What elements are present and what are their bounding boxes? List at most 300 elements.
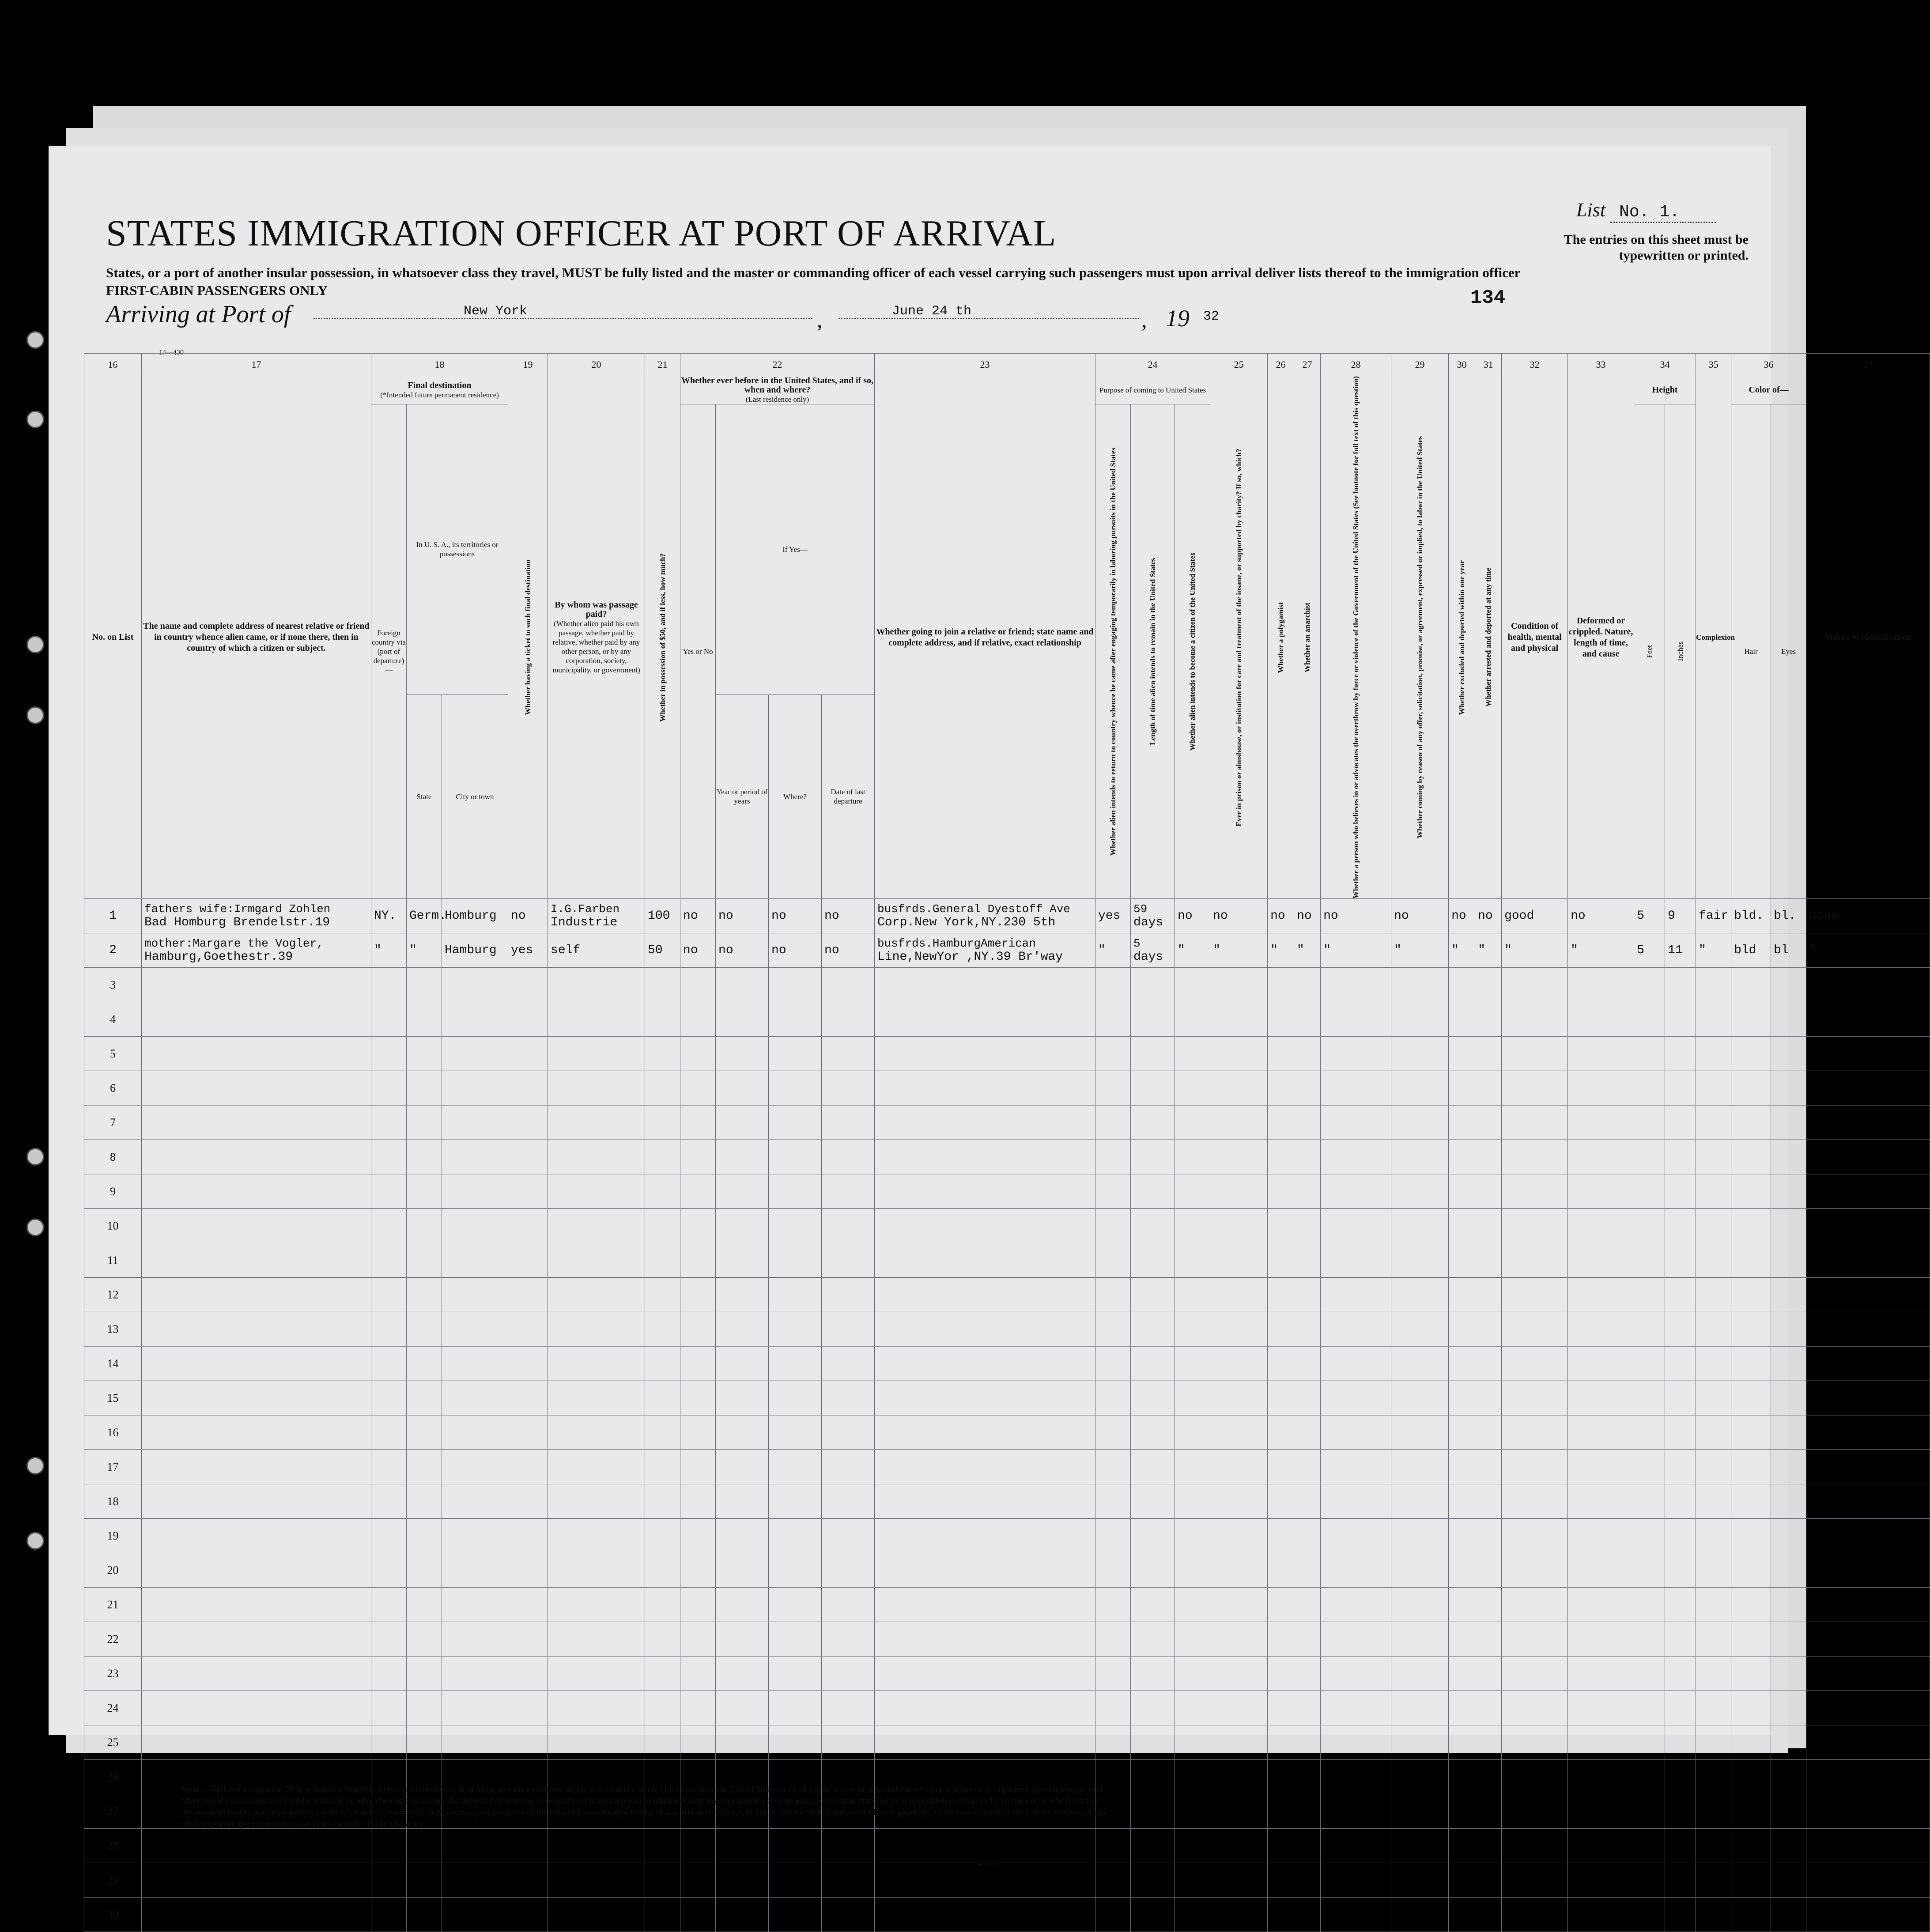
empty-cell <box>1210 1898 1268 1932</box>
empty-cell <box>548 1037 645 1071</box>
empty-cell <box>142 1174 371 1209</box>
empty-cell <box>508 1209 548 1243</box>
empty-cell <box>1268 1863 1294 1898</box>
empty-cell <box>1502 1863 1568 1898</box>
empty-cell <box>1391 1553 1449 1588</box>
empty-cell <box>1475 1725 1502 1760</box>
empty-cell <box>1294 1622 1321 1657</box>
empty-cell <box>407 1243 442 1278</box>
empty-cell <box>822 1140 875 1174</box>
empty-cell <box>822 1312 875 1347</box>
empty-cell <box>1731 1863 1771 1898</box>
header-citizen <box>1175 404 1210 899</box>
empty-cell <box>548 1829 645 1863</box>
empty-cell <box>508 1278 548 1312</box>
empty-cell <box>442 1381 508 1415</box>
header-marks: Marks of identification <box>1806 376 1930 899</box>
empty-cell <box>442 1863 508 1898</box>
empty-cell <box>1210 1484 1268 1519</box>
empty-cell <box>716 1140 769 1174</box>
empty-cell <box>1321 1071 1391 1106</box>
empty-cell <box>142 1071 371 1106</box>
empty-cell <box>1131 1209 1175 1243</box>
empty-cell <box>1131 1002 1175 1037</box>
empty-cell <box>1391 1002 1449 1037</box>
excluded-label: Whether excluded and deported within one year <box>1458 560 1466 715</box>
empty-cell <box>1321 1691 1391 1725</box>
empty-cell <box>875 1553 1095 1588</box>
empty-cell <box>645 1829 680 1863</box>
empty-cell <box>1210 1381 1268 1415</box>
empty-cell <box>875 1381 1095 1415</box>
empty-cell <box>548 1209 645 1243</box>
empty-cell <box>1502 1898 1568 1932</box>
empty-cell <box>680 1347 716 1381</box>
empty-cell <box>1731 1829 1771 1863</box>
cell-prison: no <box>1210 899 1268 933</box>
empty-cell <box>1568 1140 1634 1174</box>
empty-cell <box>822 1450 875 1484</box>
empty-cell <box>1321 1209 1391 1243</box>
empty-cell <box>1321 1725 1391 1760</box>
cell-join-value: Line,NewYor ,NY.39 Br'way <box>877 950 1063 964</box>
empty-cell <box>508 1657 548 1691</box>
col-num: 18 <box>371 354 508 376</box>
empty-cell <box>548 1106 645 1140</box>
empty-cell <box>371 1037 407 1071</box>
empty-cell <box>371 1312 407 1347</box>
empty-cell <box>1210 1725 1268 1760</box>
empty-cell <box>1696 1312 1731 1347</box>
empty-cell <box>1131 1071 1175 1106</box>
empty-cell <box>680 1898 716 1932</box>
empty-cell <box>1502 1381 1568 1415</box>
empty-cell <box>1294 1450 1321 1484</box>
empty-cell <box>1665 1760 1696 1794</box>
empty-cell <box>1634 1037 1665 1071</box>
empty-cell <box>442 1588 508 1622</box>
header-year-period: Year or period of years <box>716 694 769 899</box>
empty-cell <box>1806 1243 1930 1278</box>
empty-cell <box>822 1278 875 1312</box>
binding-hole <box>26 1532 44 1550</box>
empty-cell <box>508 1347 548 1381</box>
empty-cell <box>875 1657 1095 1691</box>
empty-cell <box>769 1829 822 1863</box>
empty-cell <box>1771 1863 1806 1898</box>
empty-cell <box>407 1312 442 1347</box>
empty-cell <box>716 1829 769 1863</box>
manifest-sheet <box>49 146 1911 1921</box>
empty-cell <box>716 1588 769 1622</box>
empty-cell <box>1634 1622 1665 1657</box>
empty-cell <box>142 1209 371 1243</box>
empty-cell <box>548 1657 645 1691</box>
empty-cell <box>142 1381 371 1415</box>
cell-hair: bld <box>1731 933 1771 968</box>
empty-cell <box>508 1829 548 1863</box>
empty-cell <box>1268 1415 1294 1450</box>
empty-cell <box>1175 1794 1210 1829</box>
empty-cell <box>407 1484 442 1519</box>
empty-cell <box>1095 1209 1131 1243</box>
empty-cell <box>1568 1863 1634 1898</box>
header-health: Condition of health, mental and physical <box>1502 376 1568 899</box>
empty-cell <box>645 1553 680 1588</box>
empty-cell <box>1475 1209 1502 1243</box>
empty-cell <box>407 1829 442 1863</box>
empty-cell <box>1268 1519 1294 1553</box>
empty-cell <box>1268 1450 1294 1484</box>
empty-cell <box>1696 1381 1731 1415</box>
cell-c17-top: fathers wife:Irmgard Zohlen <box>144 902 331 916</box>
empty-cell <box>1321 1519 1391 1553</box>
empty-cell <box>645 1415 680 1450</box>
empty-cell <box>680 1037 716 1071</box>
empty-cell <box>1449 1347 1475 1381</box>
row-number: 6 <box>84 1071 142 1106</box>
empty-cell <box>1449 1725 1475 1760</box>
empty-cell <box>1268 1622 1294 1657</box>
empty-cell <box>142 968 371 1002</box>
empty-cell <box>680 1209 716 1243</box>
empty-cell <box>1294 1243 1321 1278</box>
empty-cell <box>1321 1278 1391 1312</box>
header-yes-no: Yes or No <box>680 404 716 899</box>
empty-cell <box>1502 1588 1568 1622</box>
cell-offer: " <box>1391 933 1449 968</box>
empty-cell <box>680 1725 716 1760</box>
cell-health: " <box>1502 933 1568 968</box>
empty-cell <box>875 1243 1095 1278</box>
entries-note: The entries on this sheet must be typewritten or printed. <box>1564 232 1749 263</box>
empty-cell <box>1665 1484 1696 1519</box>
empty-cell <box>1449 1312 1475 1347</box>
empty-cell <box>1771 1037 1806 1071</box>
empty-cell <box>1665 1140 1696 1174</box>
empty-cell <box>1696 1657 1731 1691</box>
empty-cell <box>1321 1484 1391 1519</box>
empty-cell <box>1175 1312 1210 1347</box>
col-num: 27 <box>1294 354 1321 376</box>
empty-cell <box>1321 968 1391 1002</box>
empty-cell <box>1321 1829 1391 1863</box>
row-number: 2 <box>84 933 142 968</box>
list-label: List <box>1576 199 1606 221</box>
cell-length <box>1131 933 1175 968</box>
empty-cell <box>1131 1312 1175 1347</box>
empty-cell <box>1475 1794 1502 1829</box>
empty-cell <box>1568 1553 1634 1588</box>
cell-paid-value: self <box>551 943 581 958</box>
empty-cell <box>442 1140 508 1174</box>
empty-cell <box>1294 1347 1321 1381</box>
empty-cell <box>1731 1106 1771 1140</box>
empty-cell <box>645 1071 680 1106</box>
empty-cell <box>645 1484 680 1519</box>
empty-cell <box>1665 1174 1696 1209</box>
empty-cell <box>1449 1829 1475 1863</box>
empty-cell <box>1771 1209 1806 1243</box>
empty-cell <box>769 1106 822 1140</box>
empty-cell <box>407 1898 442 1932</box>
empty-cell <box>1321 1794 1391 1829</box>
empty-cell <box>1321 1622 1391 1657</box>
header-excluded <box>1449 376 1475 899</box>
separator: , <box>1141 307 1147 332</box>
empty-cell <box>548 1450 645 1484</box>
empty-cell <box>1502 1278 1568 1312</box>
empty-cell <box>1475 1243 1502 1278</box>
empty-cell <box>822 1553 875 1588</box>
empty-cell <box>1131 1140 1175 1174</box>
empty-cell <box>1268 1484 1294 1519</box>
empty-cell <box>142 1278 371 1312</box>
empty-cell <box>1568 1725 1634 1760</box>
empty-cell <box>716 1312 769 1347</box>
empty-cell <box>1696 1002 1731 1037</box>
empty-cell <box>1175 1347 1210 1381</box>
empty-cell <box>142 1725 371 1760</box>
empty-cell <box>875 1312 1095 1347</box>
manifest-rows <box>84 899 1930 1932</box>
empty-cell <box>1696 1209 1731 1243</box>
empty-cell <box>1095 1174 1131 1209</box>
empty-cell <box>548 1347 645 1381</box>
empty-cell <box>875 1898 1095 1932</box>
empty-cell <box>1268 1588 1294 1622</box>
table-row <box>84 1657 1930 1691</box>
empty-cell <box>1665 968 1696 1002</box>
empty-cell <box>508 1243 548 1278</box>
empty-cell <box>548 1622 645 1657</box>
empty-cell <box>1210 1106 1268 1140</box>
empty-cell <box>442 1415 508 1450</box>
empty-cell <box>1175 1071 1210 1106</box>
row-number: 28 <box>84 1829 142 1863</box>
empty-cell <box>1210 1657 1268 1691</box>
empty-cell <box>548 1243 645 1278</box>
binding-hole <box>26 1148 44 1166</box>
empty-cell <box>548 1278 645 1312</box>
empty-cell <box>1294 1898 1321 1932</box>
form-code: 14—430 <box>159 349 184 356</box>
empty-cell <box>1502 1140 1568 1174</box>
table-row <box>84 1381 1930 1415</box>
cell-arrested: no <box>1475 899 1502 933</box>
empty-cell <box>769 1450 822 1484</box>
empty-cell <box>1475 1037 1502 1071</box>
empty-cell <box>508 1588 548 1622</box>
empty-cell <box>1321 1657 1391 1691</box>
empty-cell <box>875 1725 1095 1760</box>
empty-cell <box>1634 1312 1665 1347</box>
empty-cell <box>1210 968 1268 1002</box>
col-num: 29 <box>1391 354 1449 376</box>
empty-cell <box>1731 1071 1771 1106</box>
empty-cell <box>822 1622 875 1657</box>
year-value: 32 <box>1203 309 1220 324</box>
row-number: 26 <box>84 1760 142 1794</box>
empty-cell <box>645 1691 680 1725</box>
empty-cell <box>1175 1002 1210 1037</box>
empty-cell <box>1731 1657 1771 1691</box>
cell-where: no <box>769 933 822 968</box>
empty-cell <box>371 1657 407 1691</box>
empty-cell <box>1475 1484 1502 1519</box>
empty-cell <box>1294 1829 1321 1863</box>
empty-cell <box>1095 968 1131 1002</box>
empty-cell <box>1175 1381 1210 1415</box>
empty-cell <box>1502 1174 1568 1209</box>
empty-cell <box>1321 1415 1391 1450</box>
empty-cell <box>1449 1002 1475 1037</box>
empty-cell <box>1475 1381 1502 1415</box>
empty-cell <box>442 1174 508 1209</box>
empty-cell <box>1634 1071 1665 1106</box>
empty-cell <box>680 1484 716 1519</box>
empty-cell <box>1502 1519 1568 1553</box>
empty-cell <box>1806 1209 1930 1243</box>
empty-cell <box>1771 1140 1806 1174</box>
empty-cell <box>1131 1691 1175 1725</box>
empty-cell <box>1131 1174 1175 1209</box>
empty-cell <box>1634 1794 1665 1829</box>
header-ticket <box>508 376 548 899</box>
port-value: New York <box>464 304 528 319</box>
empty-cell <box>548 1553 645 1588</box>
table-row <box>84 1898 1930 1932</box>
empty-cell <box>822 1037 875 1071</box>
empty-cell <box>1131 1381 1175 1415</box>
empty-cell <box>508 1174 548 1209</box>
empty-cell <box>1634 968 1665 1002</box>
empty-cell <box>548 1725 645 1760</box>
empty-cell <box>1294 1657 1321 1691</box>
cell-date: no <box>822 899 875 933</box>
table-row <box>84 1622 1930 1657</box>
empty-cell <box>1502 968 1568 1002</box>
empty-cell <box>548 1691 645 1725</box>
empty-cell <box>822 1174 875 1209</box>
row-number: 29 <box>84 1863 142 1898</box>
cell-eyes: bl. <box>1771 899 1806 933</box>
empty-cell <box>1268 1278 1294 1312</box>
empty-cell <box>1771 968 1806 1002</box>
empty-cell <box>1568 1450 1634 1484</box>
empty-cell <box>1771 1725 1806 1760</box>
empty-cell <box>1731 1415 1771 1450</box>
cell-c17-value: Hamburg,Goethestr.39 <box>144 950 293 964</box>
empty-cell <box>407 1588 442 1622</box>
empty-cell <box>371 1106 407 1140</box>
empty-cell <box>1391 1829 1449 1863</box>
empty-cell <box>1568 1071 1634 1106</box>
empty-cell <box>1210 1174 1268 1209</box>
footnote-label: Note. <box>181 1785 203 1794</box>
binding-hole <box>26 636 44 653</box>
empty-cell <box>1391 1484 1449 1519</box>
row-number: 8 <box>84 1140 142 1174</box>
row-number: 14 <box>84 1347 142 1381</box>
empty-cell <box>716 1519 769 1553</box>
empty-cell <box>1210 1209 1268 1243</box>
empty-cell <box>1268 1106 1294 1140</box>
empty-cell <box>1568 1760 1634 1794</box>
empty-cell <box>508 1002 548 1037</box>
empty-cell <box>407 1140 442 1174</box>
empty-cell <box>407 1381 442 1415</box>
empty-cell <box>1449 1381 1475 1415</box>
header-return <box>1095 404 1131 899</box>
empty-cell <box>508 1622 548 1657</box>
empty-cell <box>1771 1278 1806 1312</box>
cell-excluded: " <box>1449 933 1475 968</box>
empty-cell <box>1268 1037 1294 1071</box>
empty-cell <box>1475 1622 1502 1657</box>
col-num: 23 <box>875 354 1095 376</box>
empty-cell <box>442 1519 508 1553</box>
empty-cell <box>1131 1106 1175 1140</box>
empty-cell <box>1175 1140 1210 1174</box>
before-in-us-note: (Last residence only) <box>745 395 809 404</box>
empty-cell <box>680 1002 716 1037</box>
empty-cell <box>1696 1106 1731 1140</box>
empty-cell <box>1475 1450 1502 1484</box>
empty-cell <box>1210 1415 1268 1450</box>
empty-cell <box>1449 1243 1475 1278</box>
empty-cell <box>1568 1415 1634 1450</box>
empty-cell <box>769 1071 822 1106</box>
header-color: Color of— <box>1731 376 1806 404</box>
empty-cell <box>1175 1174 1210 1209</box>
empty-cell <box>680 1588 716 1622</box>
cell-join <box>875 933 1095 968</box>
empty-cell <box>1391 1071 1449 1106</box>
empty-cell <box>1634 1519 1665 1553</box>
empty-cell <box>1665 1898 1696 1932</box>
empty-cell <box>1771 1484 1806 1519</box>
empty-cell <box>442 1071 508 1106</box>
empty-cell <box>1568 1243 1634 1278</box>
empty-cell <box>1665 1002 1696 1037</box>
empty-cell <box>1475 1553 1502 1588</box>
empty-cell <box>508 1037 548 1071</box>
header-state: State <box>407 694 442 899</box>
empty-cell <box>680 1829 716 1863</box>
empty-cell <box>442 1347 508 1381</box>
empty-cell <box>1731 1519 1771 1553</box>
empty-cell <box>508 1553 548 1588</box>
empty-cell <box>645 1312 680 1347</box>
empty-cell <box>1806 1760 1930 1794</box>
empty-cell <box>371 1002 407 1037</box>
empty-cell <box>1321 1863 1391 1898</box>
empty-cell <box>1696 1071 1731 1106</box>
empty-cell <box>371 1415 407 1450</box>
empty-cell <box>822 1484 875 1519</box>
empty-cell <box>508 1106 548 1140</box>
cell-c17-value: Bad Homburg Brendelstr.19 <box>144 916 330 930</box>
empty-cell <box>407 1657 442 1691</box>
empty-cell <box>822 1725 875 1760</box>
empty-cell <box>1294 1381 1321 1415</box>
polygamist-label: Whether a polygamist <box>1277 602 1285 673</box>
empty-cell <box>1771 1450 1806 1484</box>
empty-cell <box>548 1381 645 1415</box>
empty-cell <box>645 1278 680 1312</box>
empty-cell <box>1210 1691 1268 1725</box>
